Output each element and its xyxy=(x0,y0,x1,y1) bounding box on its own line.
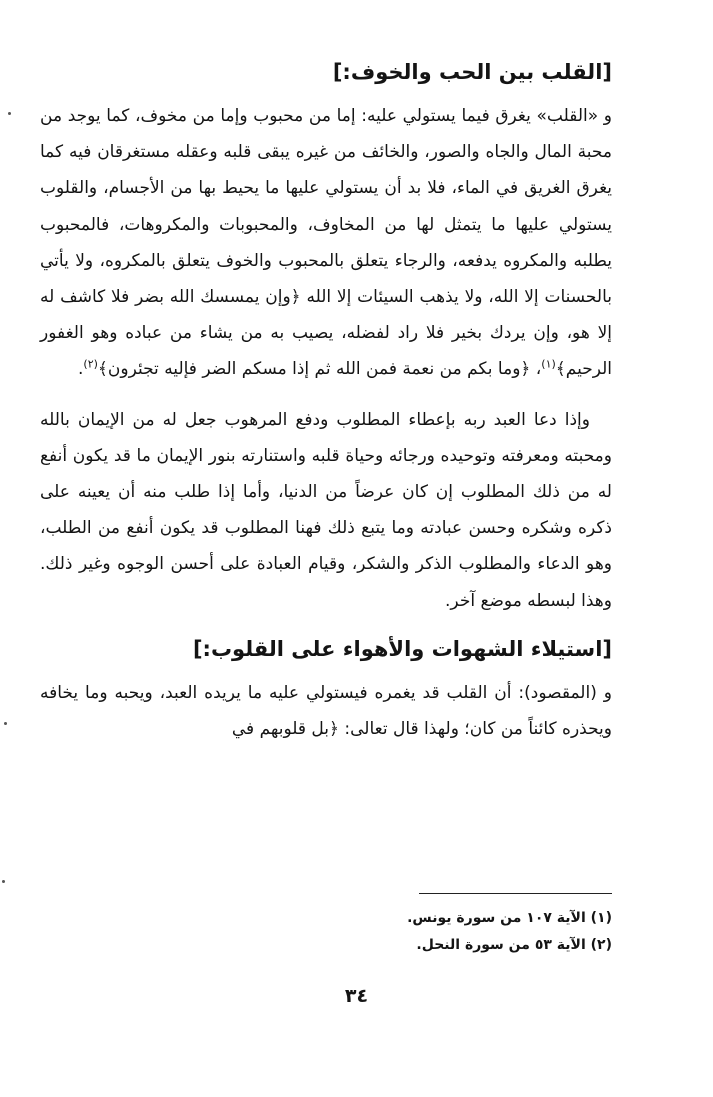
paragraph-text: و «القلب» يغرق فيما يستولي عليه: إما من محبوب وإما من مخوف، كما يوجد من محبة المال والجاه والصور، والخائف من غيره يبقى قلبه وعقله مستغرقان فيه كما يغرق الغريق في الماء، فلا بد أن يستولي عليها ما يحيط بها من الأجسام، والقلوب يستولي عليها ما يتمثل لها من المخاوف، والمحبوبات والمكروهات، فالمحبوب يطلبه والمكروه يدفعه، والرجاء يتعلق بالمحبوب والخوف يتعلق بالمكروه، ولا يأتي بالحسنات إلا الله، ولا يذهب السيئات إلا الله xyxy=(40,106,612,308)
scan-speck xyxy=(2,880,5,883)
section-heading-love-fear: [القلب بين الحب والخوف:] xyxy=(332,60,612,84)
paragraph-separator: ، xyxy=(530,359,542,380)
footnote-2: (٢) الآية ٥٣ من سورة النحل. xyxy=(416,937,612,953)
scan-speck xyxy=(4,722,7,725)
paragraph-text: و (المقصود): أن القلب قد يغمره فيستولي عليه ما يريده العبد، ويحبه وما يخافه ويحذره كائناً من كان؛ ولهذا قال تعالى: xyxy=(40,682,612,740)
quran-verse-nahl: ﴿وما بكم من نعمة فمن الله ثم إذا مسكم الضر فإليه تجئرون﴾ xyxy=(97,359,531,380)
book-page xyxy=(40,52,612,747)
paragraph-end: . xyxy=(78,359,84,380)
paragraph-desires xyxy=(40,675,612,747)
page-number: ٣٤ xyxy=(344,985,369,1007)
section-heading-desires: [استيلاء الشهوات والأهواء على القلوب:] xyxy=(192,636,612,661)
paragraph-supplication: وإذا دعا العبد ربه بإعطاء المطلوب ودفع المرهوب جعل له من الإيمان بالله ومحبته ومعرفته وتوحيده ورجائه وحياة قلبه واستنارته بنور الإيمان ما قد يكون أنفع له من ذلك المطلوب إن كان عرضاً من الدنيا، وأما إذا طلب منه أن يعينه على ذكره وشكره وحسن عبادته وما يتبع ذلك فهنا المطلوب قد يكون أنفع من الطلب، وهو الدعاء والمطلوب الذكر والشكر، وقيام العبادة على أحسن الوجوه وغير ذلك. وهذا لبسطه موضع آخر. xyxy=(40,409,612,611)
footnote-ref-1: (١) xyxy=(541,357,556,371)
scan-speck xyxy=(8,112,11,115)
footnote-1: (١) الآية ١٠٧ من سورة يونس. xyxy=(407,910,612,926)
footnotes xyxy=(360,905,612,959)
quran-verse-start: ﴿بل قلوبهم في xyxy=(231,719,339,740)
paragraph-heart-love-fear xyxy=(40,98,612,388)
footnote-ref-2: (٢) xyxy=(83,357,98,371)
footnote-divider xyxy=(419,893,612,894)
quran-verse-yunus: ﴿وإن يمسسك الله بضر فلا كاشف له إلا هو، وإن يردك بخير فلا راد لفضله، يصيب به من يشاء من عباده وهو الغفور الرحيم﴾ xyxy=(40,287,612,380)
